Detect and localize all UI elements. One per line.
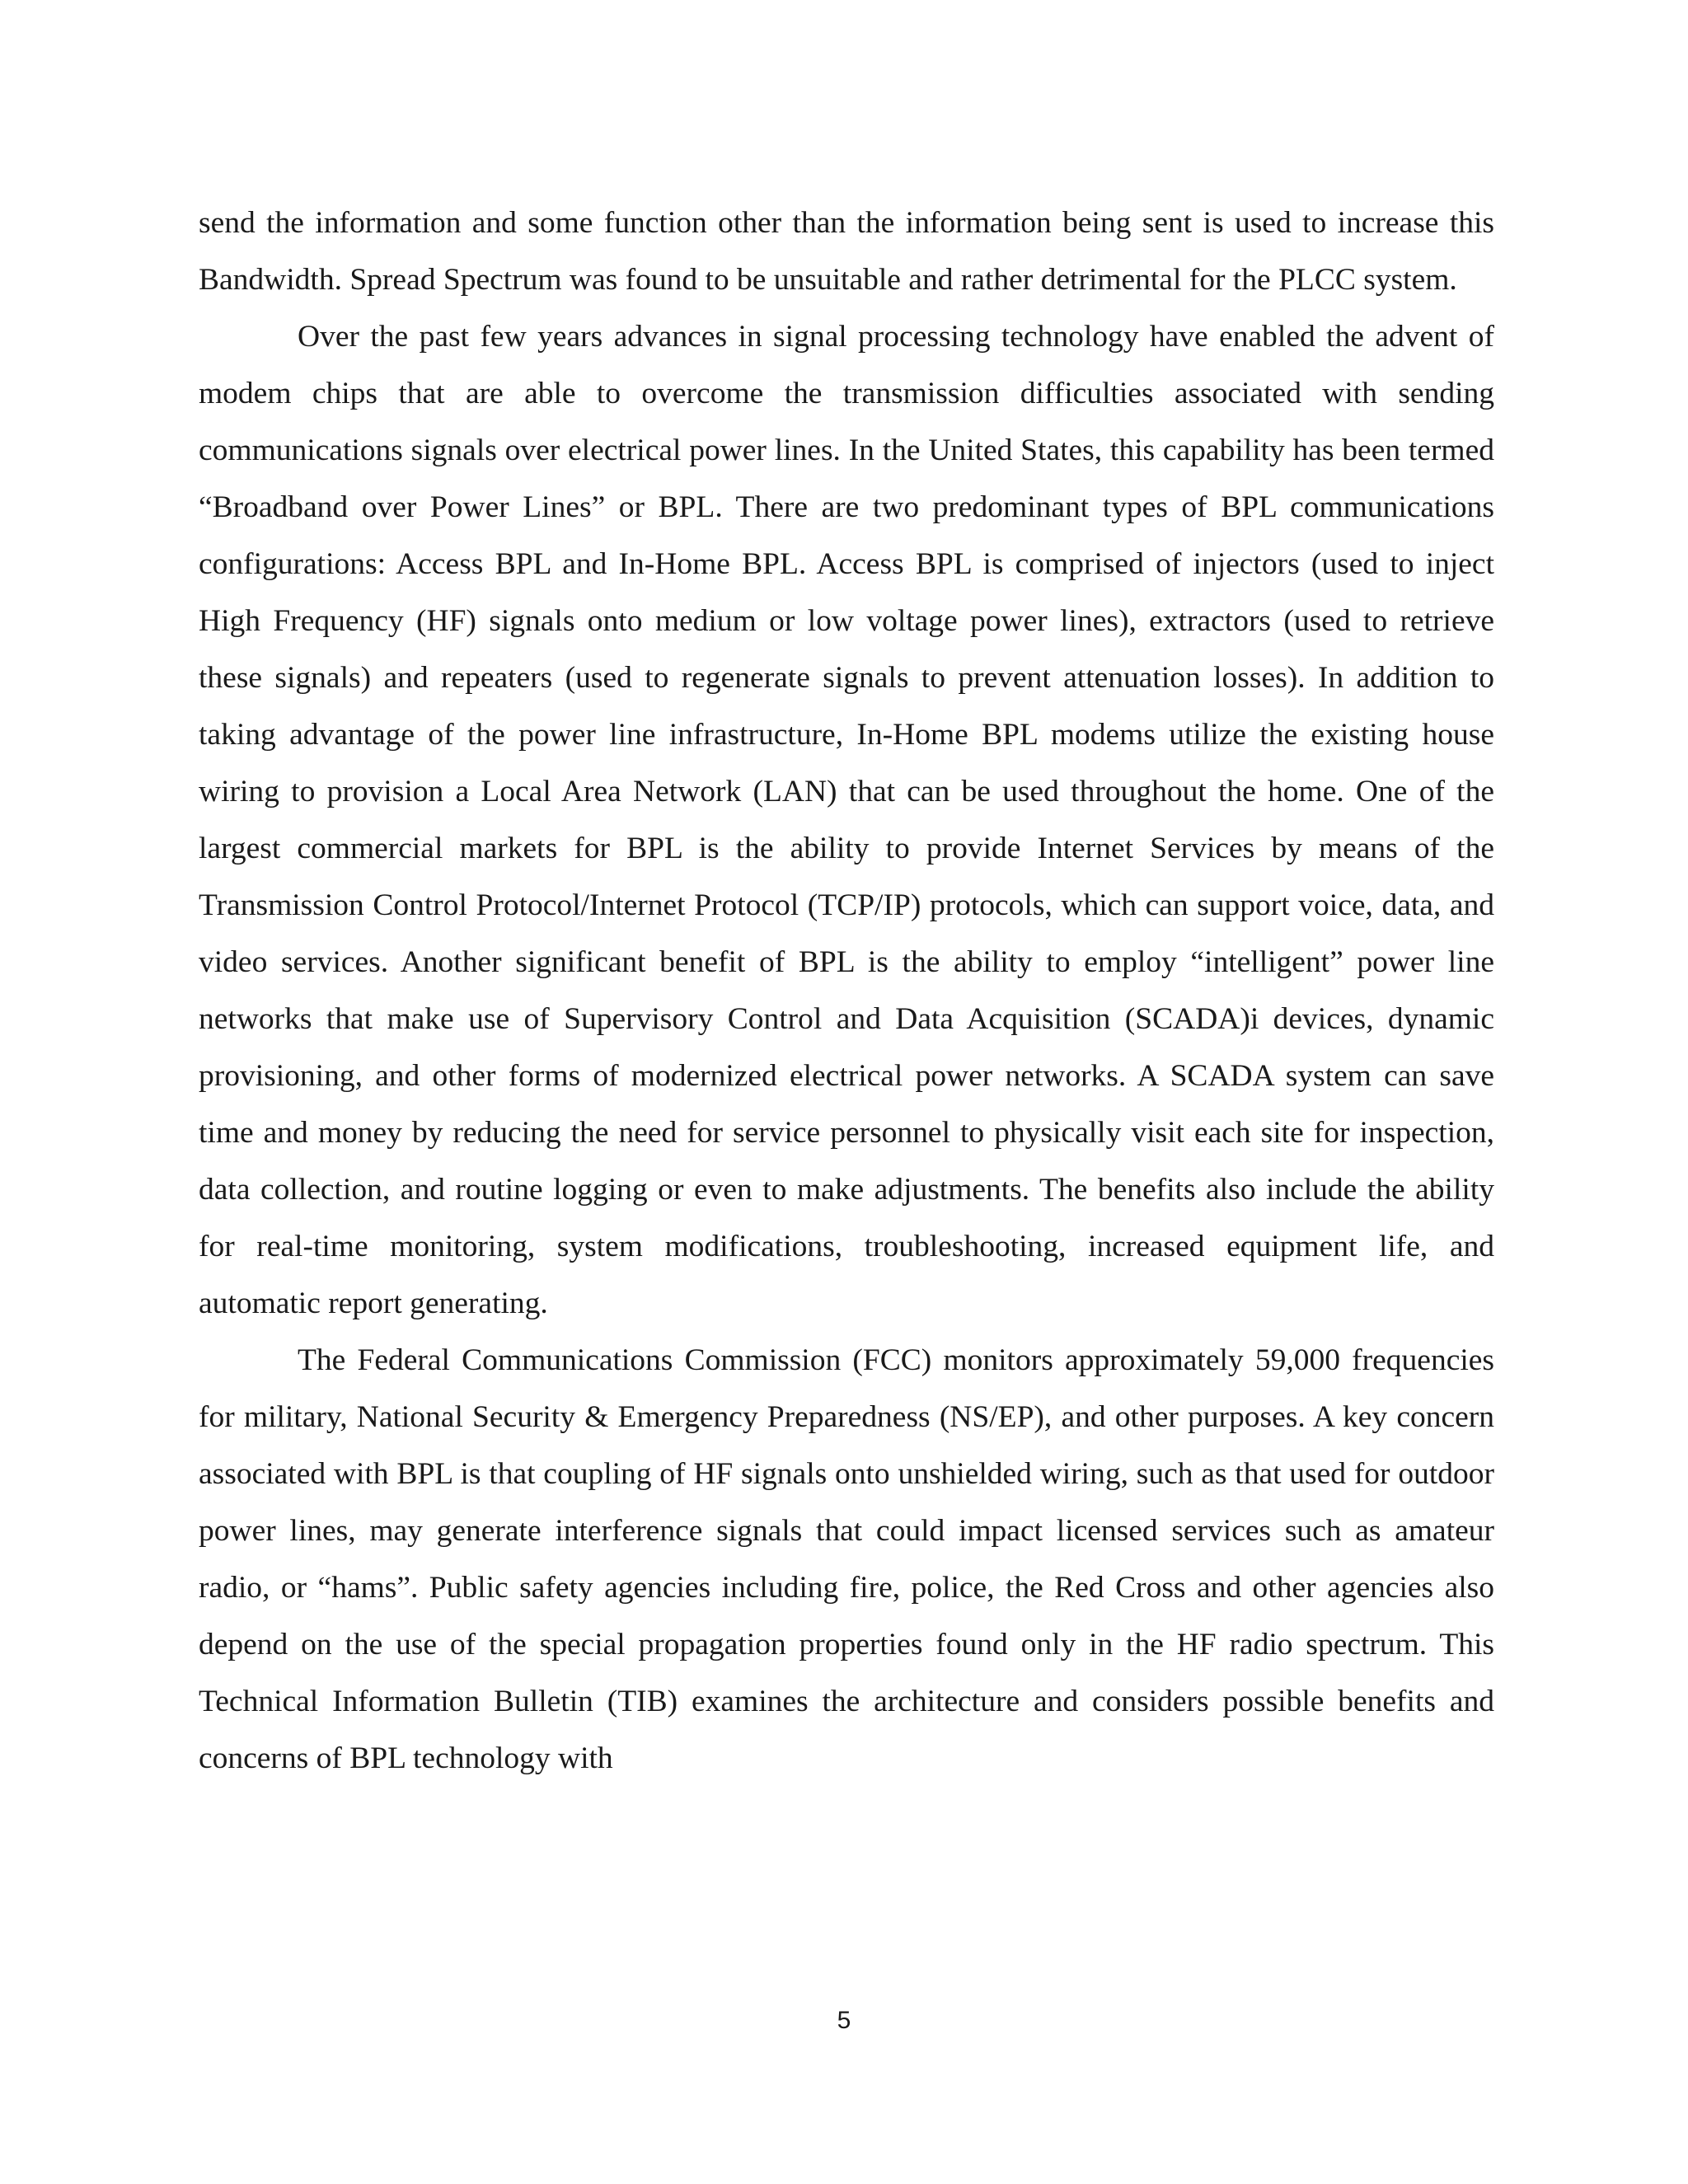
paragraph-fcc-concerns: The Federal Communications Commission (FCC) monitors approximately 59,000 frequencies for military, National Security & Emergency Preparedness (NS/EP), and other purposes. A key concern associated with BPL is that coupling of HF signals onto unshielded wiring, such as that used for outdoor power lines, may generate interference signals that could impact licensed services such as amateur radio, or “hams”. Public safety agencies including fire, police, the Red Cross and other agencies also depend on the use of the special propagation properties found only in the HF radio spectrum. This Technical Information Bulletin (TIB) examines the architecture and considers possible benefits and concerns of BPL technology with — [199, 1343, 1494, 1775]
body-text — [199, 194, 1494, 1787]
page-number: 5 — [837, 2007, 851, 2034]
paragraph-bpl-overview: Over the past few years advances in signal processing technology have enabled the advent of modem chips that are able to overcome the transmission difficulties associated with sending communications signals over electrical power lines. In the United States, this capability has been termed “Broadband over Power Lines” or BPL. There are two predominant types of BPL communications configurations: Access BPL and In-Home BPL. Access BPL is comprised of injectors (used to inject High Frequency (HF) signals onto medium or low voltage power lines), extractors (used to retrieve these signals) and repeaters (used to regenerate signals to prevent attenuation losses). In addition to taking advantage of the power line infrastructure, In-Home BPL modems utilize the existing house wiring to provision a Local Area Network (LAN) that can be used throughout the home. One of the largest commercial markets for BPL is the ability to provide Internet Services by means of the Transmission Control Protocol/Internet Protocol (TCP/IP) protocols, which can support voice, data, and video services. Another significant benefit of BPL is the ability to employ “intelligent” power line networks that make use of Supervisory Control and Data Acquisition (SCADA)i devices, dynamic provisioning, and other forms of modernized electrical power networks. A SCADA system can save time and money by reducing the need for service personnel to physically visit each site for inspection, data collection, and routine logging or even to make adjustments. The benefits also include the ability for real-time monitoring, system modifications, troubleshooting, increased equipment life, and automatic report generating. — [199, 320, 1494, 1320]
paragraph-continuation: send the information and some function other than the information being sent is used to increase this Bandwidth. Spread Spectrum was found to be unsuitable and rather detrimental for the PLCC system. — [199, 206, 1494, 297]
